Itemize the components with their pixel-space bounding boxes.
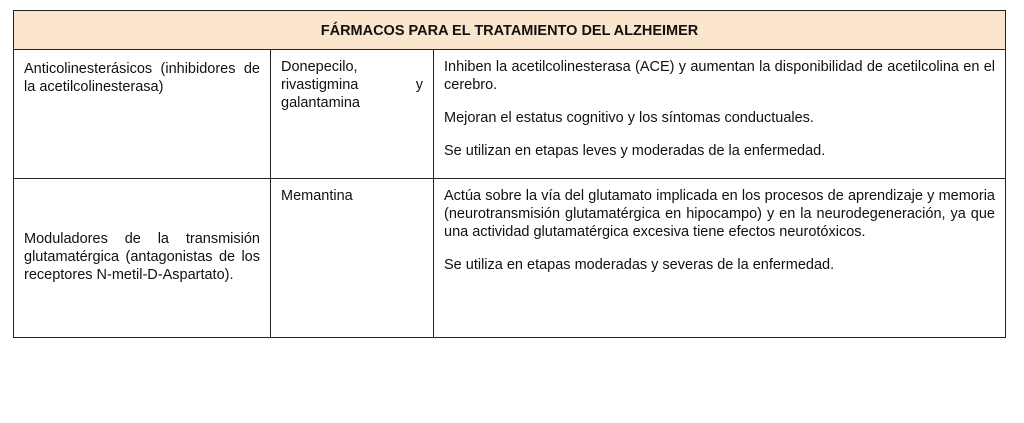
description-paragraph: Se utilizan en etapas leves y moderadas de la enfermedad.	[444, 143, 826, 159]
table-title: FÁRMACOS PARA EL TRATAMIENTO DEL ALZHEIMER	[14, 11, 1006, 50]
drug-description-cell	[434, 50, 1006, 179]
description-paragraph: Inhiben la acetilcolinesterasa (ACE) y aumentan la disponibilidad de acetilcolina en el cerebro.	[444, 59, 995, 93]
alzheimer-drugs-table	[13, 10, 1006, 338]
drug-names-text: Donepecilo, rivastigmina y galantamina	[281, 59, 423, 111]
table-row	[14, 50, 1006, 179]
description-paragraph: Se utiliza en etapas moderadas y severas de la enfermedad.	[444, 257, 835, 273]
drug-names-cell: Memantina	[271, 179, 434, 338]
drug-names-cell	[271, 50, 434, 179]
drug-class-cell: Anticolinesterásicos (inhibidores de la acetilcolinesterasa)	[14, 50, 271, 179]
drug-class-text: Moduladores de la transmisión glutamatérgica (antagonistas de los receptores N-metil-D-Aspartato).	[24, 231, 260, 283]
description-paragraph: Mejoran el estatus cognitivo y los síntomas conductuales.	[444, 110, 814, 126]
description-paragraph: Actúa sobre la vía del glutamato implicada en los procesos de aprendizaje y memoria (neurotransmisión glutamatérgica en hipocampo) y en la neurodegeneración, ya que una actividad glutamatérgica excesiva tiene efectos neurotóxicos.	[444, 188, 995, 240]
drug-class-cell	[14, 179, 271, 338]
drug-description-cell	[434, 179, 1006, 338]
table-header-row	[14, 11, 1006, 50]
table-row	[14, 179, 1006, 338]
